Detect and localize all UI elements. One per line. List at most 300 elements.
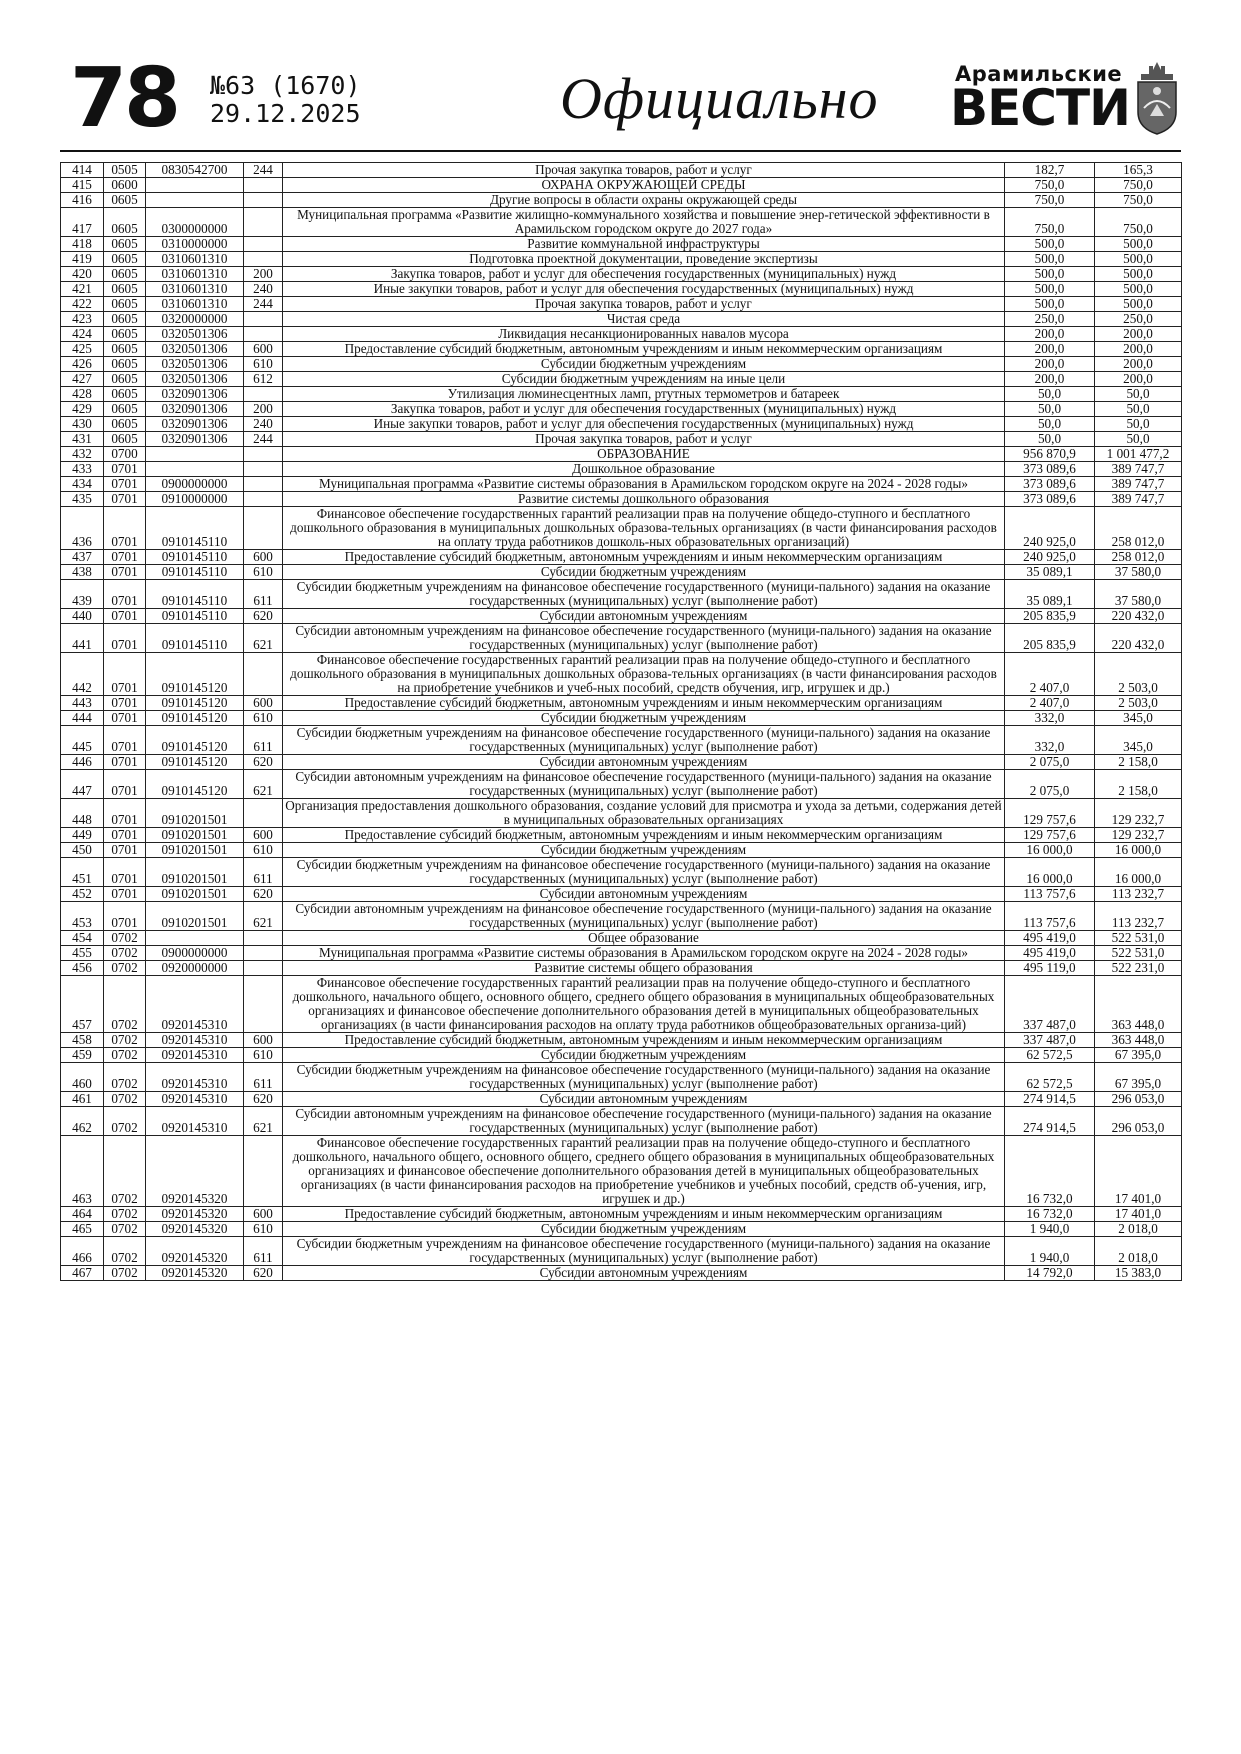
table-row — [61, 447, 1182, 462]
amount-2027-cell: 50,0 — [1005, 387, 1095, 402]
amount-2028-cell: 220 432,0 — [1095, 624, 1182, 653]
amount-2028-cell: 363 448,0 — [1095, 1033, 1182, 1048]
amount-2027-cell: 274 914,5 — [1005, 1092, 1095, 1107]
target-article-cell: 0910201501 — [146, 828, 244, 843]
table-row — [61, 267, 1182, 282]
target-article-cell: 0310000000 — [146, 237, 244, 252]
expense-name-cell: Финансовое обеспечение государственных гарантий реализации прав на получение общедо-ступного и бесплатного дошкольного, начального общего, основного общего, среднего общего образования в муниципальных общеобразовательных организациях и финансовое обеспечение дополнительного образования детей в муниципальных общеобразовательных организациях (в части финансирования расходов на оплату труда работников общеобразовательных организа-ций) — [283, 976, 1005, 1033]
expense-type-cell — [244, 237, 283, 252]
amount-2027-cell: 16 000,0 — [1005, 858, 1095, 887]
expense-type-cell: 610 — [244, 1048, 283, 1063]
section-code-cell: 0605 — [104, 372, 146, 387]
row-number-cell: 467 — [61, 1266, 104, 1281]
amount-2027-cell: 205 835,9 — [1005, 609, 1095, 624]
section-code-cell: 0700 — [104, 447, 146, 462]
expense-type-cell: 600 — [244, 550, 283, 565]
row-number-cell: 463 — [61, 1136, 104, 1207]
target-article-cell: 0320901306 — [146, 417, 244, 432]
expense-type-cell: 600 — [244, 828, 283, 843]
row-number-cell: 427 — [61, 372, 104, 387]
amount-2028-cell: 50,0 — [1095, 417, 1182, 432]
amount-2028-cell: 500,0 — [1095, 237, 1182, 252]
amount-2028-cell: 345,0 — [1095, 726, 1182, 755]
table-row — [61, 1266, 1182, 1281]
target-article-cell: 0310601310 — [146, 282, 244, 297]
section-code-cell: 0605 — [104, 312, 146, 327]
section-code-cell: 0702 — [104, 961, 146, 976]
row-number-cell: 428 — [61, 387, 104, 402]
amount-2027-cell: 62 572,5 — [1005, 1063, 1095, 1092]
target-article-cell: 0920145310 — [146, 1107, 244, 1136]
amount-2027-cell: 1 940,0 — [1005, 1237, 1095, 1266]
amount-2027-cell: 200,0 — [1005, 372, 1095, 387]
row-number-cell: 456 — [61, 961, 104, 976]
table-row — [61, 961, 1182, 976]
target-article-cell: 0920145320 — [146, 1266, 244, 1281]
page-number: 78 — [70, 51, 179, 146]
table-row — [61, 696, 1182, 711]
expense-name-cell: Прочая закупка товаров, работ и услуг — [283, 432, 1005, 447]
amount-2027-cell: 500,0 — [1005, 237, 1095, 252]
section-code-cell: 0702 — [104, 1033, 146, 1048]
amount-2027-cell: 240 925,0 — [1005, 550, 1095, 565]
row-number-cell: 455 — [61, 946, 104, 961]
target-article-cell — [146, 462, 244, 477]
amount-2027-cell: 240 925,0 — [1005, 507, 1095, 550]
table-row — [61, 1107, 1182, 1136]
amount-2027-cell: 373 089,6 — [1005, 462, 1095, 477]
table-row — [61, 828, 1182, 843]
expense-type-cell — [244, 312, 283, 327]
expense-name-cell: Субсидии бюджетным учреждениям — [283, 711, 1005, 726]
table-row — [61, 462, 1182, 477]
expense-type-cell: 621 — [244, 770, 283, 799]
table-row — [61, 770, 1182, 799]
amount-2027-cell: 200,0 — [1005, 327, 1095, 342]
expense-name-cell: Ликвидация несанкционированных навалов мусора — [283, 327, 1005, 342]
table-row — [61, 342, 1182, 357]
row-number-cell: 458 — [61, 1033, 104, 1048]
logo-subtitle: Арамильские — [955, 62, 1123, 86]
amount-2028-cell: 389 747,7 — [1095, 477, 1182, 492]
amount-2028-cell: 522 531,0 — [1095, 946, 1182, 961]
expense-type-cell: 600 — [244, 342, 283, 357]
section-code-cell: 0702 — [104, 931, 146, 946]
target-article-cell — [146, 447, 244, 462]
table-row — [61, 711, 1182, 726]
expense-type-cell — [244, 961, 283, 976]
amount-2028-cell: 113 232,7 — [1095, 887, 1182, 902]
expense-type-cell: 620 — [244, 1266, 283, 1281]
table-row — [61, 550, 1182, 565]
table-row — [61, 1237, 1182, 1266]
section-code-cell: 0600 — [104, 178, 146, 193]
table-row — [61, 312, 1182, 327]
table-row — [61, 609, 1182, 624]
amount-2027-cell: 129 757,6 — [1005, 828, 1095, 843]
amount-2028-cell: 345,0 — [1095, 711, 1182, 726]
amount-2027-cell: 113 757,6 — [1005, 887, 1095, 902]
amount-2027-cell: 205 835,9 — [1005, 624, 1095, 653]
expense-type-cell — [244, 208, 283, 237]
budget-table — [60, 162, 1182, 1281]
table-row — [61, 327, 1182, 342]
target-article-cell: 0910145110 — [146, 507, 244, 550]
row-number-cell: 453 — [61, 902, 104, 931]
amount-2027-cell: 500,0 — [1005, 297, 1095, 312]
amount-2028-cell: 200,0 — [1095, 342, 1182, 357]
expense-type-cell — [244, 193, 283, 208]
amount-2027-cell: 750,0 — [1005, 208, 1095, 237]
target-article-cell: 0910145110 — [146, 550, 244, 565]
row-number-cell: 422 — [61, 297, 104, 312]
expense-name-cell: Предоставление субсидий бюджетным, автономным учреждениям и иным некоммерческим организациям — [283, 550, 1005, 565]
target-article-cell: 0910145120 — [146, 770, 244, 799]
section-code-cell: 0701 — [104, 770, 146, 799]
amount-2027-cell: 332,0 — [1005, 726, 1095, 755]
section-code-cell: 0701 — [104, 653, 146, 696]
target-article-cell: 0830542700 — [146, 163, 244, 178]
section-code-cell: 0702 — [104, 1048, 146, 1063]
table-row — [61, 297, 1182, 312]
section-code-cell: 0505 — [104, 163, 146, 178]
row-number-cell: 454 — [61, 931, 104, 946]
expense-type-cell — [244, 946, 283, 961]
table-row — [61, 282, 1182, 297]
expense-name-cell: Субсидии бюджетным учреждениям — [283, 357, 1005, 372]
amount-2028-cell: 2 503,0 — [1095, 653, 1182, 696]
expense-type-cell: 244 — [244, 432, 283, 447]
section-code-cell: 0605 — [104, 327, 146, 342]
expense-type-cell: 620 — [244, 887, 283, 902]
section-code-cell: 0701 — [104, 902, 146, 931]
expense-name-cell: Субсидии бюджетным учреждениям — [283, 843, 1005, 858]
expense-type-cell: 244 — [244, 297, 283, 312]
expense-type-cell: 610 — [244, 843, 283, 858]
row-number-cell: 461 — [61, 1092, 104, 1107]
expense-name-cell: Дошкольное образование — [283, 462, 1005, 477]
expense-type-cell — [244, 976, 283, 1033]
row-number-cell: 444 — [61, 711, 104, 726]
section-code-cell: 0701 — [104, 477, 146, 492]
amount-2028-cell: 2 503,0 — [1095, 696, 1182, 711]
amount-2027-cell: 337 487,0 — [1005, 1033, 1095, 1048]
expense-name-cell: Предоставление субсидий бюджетным, автономным учреждениям и иным некоммерческим организациям — [283, 828, 1005, 843]
amount-2028-cell: 129 232,7 — [1095, 828, 1182, 843]
row-number-cell: 452 — [61, 887, 104, 902]
row-number-cell: 451 — [61, 858, 104, 887]
target-article-cell: 0320000000 — [146, 312, 244, 327]
section-code-cell: 0605 — [104, 357, 146, 372]
amount-2027-cell: 2 407,0 — [1005, 653, 1095, 696]
expense-name-cell: Субсидии бюджетным учреждениям на финансовое обеспечение государственного (муници-пального) задания на оказание государственных (муниципальных) услуг (выполнение работ) — [283, 1063, 1005, 1092]
expense-name-cell: Иные закупки товаров, работ и услуг для обеспечения государственных (муниципальных) нужд — [283, 282, 1005, 297]
amount-2027-cell: 1 940,0 — [1005, 1222, 1095, 1237]
row-number-cell: 460 — [61, 1063, 104, 1092]
target-article-cell: 0910145120 — [146, 726, 244, 755]
expense-type-cell — [244, 799, 283, 828]
amount-2028-cell: 2 018,0 — [1095, 1237, 1182, 1266]
section-code-cell: 0702 — [104, 976, 146, 1033]
target-article-cell: 0920000000 — [146, 961, 244, 976]
amount-2027-cell: 2 075,0 — [1005, 755, 1095, 770]
target-article-cell: 0920145320 — [146, 1136, 244, 1207]
row-number-cell: 457 — [61, 976, 104, 1033]
row-number-cell: 416 — [61, 193, 104, 208]
expense-type-cell: 600 — [244, 1033, 283, 1048]
table-row — [61, 653, 1182, 696]
amount-2028-cell: 296 053,0 — [1095, 1107, 1182, 1136]
section-code-cell: 0702 — [104, 1136, 146, 1207]
table-row — [61, 931, 1182, 946]
table-row — [61, 1136, 1182, 1207]
section-code-cell: 0605 — [104, 208, 146, 237]
table-row — [61, 237, 1182, 252]
expense-type-cell: 611 — [244, 726, 283, 755]
expense-name-cell: Субсидии автономным учреждениям — [283, 1266, 1005, 1281]
target-article-cell: 0900000000 — [146, 946, 244, 961]
expense-type-cell — [244, 178, 283, 193]
table-row — [61, 477, 1182, 492]
target-article-cell: 0910145110 — [146, 580, 244, 609]
row-number-cell: 442 — [61, 653, 104, 696]
section-code-cell: 0605 — [104, 237, 146, 252]
amount-2028-cell: 500,0 — [1095, 282, 1182, 297]
expense-type-cell: 620 — [244, 755, 283, 770]
table-row — [61, 976, 1182, 1033]
table-row — [61, 799, 1182, 828]
amount-2028-cell: 389 747,7 — [1095, 492, 1182, 507]
expense-type-cell — [244, 447, 283, 462]
table-row — [61, 1048, 1182, 1063]
section-code-cell: 0701 — [104, 799, 146, 828]
expense-name-cell: Субсидии автономным учреждениям на финансовое обеспечение государственного (муници-пального) задания на оказание государственных (муниципальных) услуг (выполнение работ) — [283, 1107, 1005, 1136]
target-article-cell: 0320901306 — [146, 387, 244, 402]
amount-2028-cell: 50,0 — [1095, 387, 1182, 402]
expense-type-cell — [244, 653, 283, 696]
expense-name-cell: Развитие коммунальной инфраструктуры — [283, 237, 1005, 252]
expense-name-cell: Субсидии автономным учреждениям — [283, 609, 1005, 624]
expense-name-cell: Прочая закупка товаров, работ и услуг — [283, 297, 1005, 312]
expense-type-cell — [244, 462, 283, 477]
amount-2027-cell: 35 089,1 — [1005, 580, 1095, 609]
row-number-cell: 433 — [61, 462, 104, 477]
header-rule — [60, 150, 1181, 152]
section-code-cell: 0702 — [104, 1237, 146, 1266]
amount-2027-cell: 50,0 — [1005, 432, 1095, 447]
target-article-cell: 0320501306 — [146, 327, 244, 342]
amount-2027-cell: 337 487,0 — [1005, 976, 1095, 1033]
table-row — [61, 208, 1182, 237]
target-article-cell — [146, 931, 244, 946]
section-code-cell: 0605 — [104, 252, 146, 267]
target-article-cell: 0900000000 — [146, 477, 244, 492]
expense-name-cell: Финансовое обеспечение государственных гарантий реализации прав на получение общедо-ступного и бесплатного дошкольного образования в муниципальных дошкольных образова-тельных организациях (в части финансирования расходов на оплату труда работников дошколь-ных образовательных организаций) — [283, 507, 1005, 550]
target-article-cell: 0910201501 — [146, 799, 244, 828]
amount-2027-cell: 50,0 — [1005, 417, 1095, 432]
section-code-cell: 0702 — [104, 1207, 146, 1222]
expense-name-cell: Утилизация люминесцентных ламп, ртутных термометров и батареек — [283, 387, 1005, 402]
amount-2027-cell: 35 089,1 — [1005, 565, 1095, 580]
table-row — [61, 580, 1182, 609]
row-number-cell: 432 — [61, 447, 104, 462]
amount-2028-cell: 1 001 477,2 — [1095, 447, 1182, 462]
section-code-cell: 0701 — [104, 580, 146, 609]
expense-type-cell: 620 — [244, 609, 283, 624]
amount-2028-cell: 258 012,0 — [1095, 507, 1182, 550]
table-row — [61, 178, 1182, 193]
expense-name-cell: Субсидии бюджетным учреждениям на финансовое обеспечение государственного (муници-пального) задания на оказание государственных (муниципальных) услуг (выполнение работ) — [283, 726, 1005, 755]
amount-2028-cell: 250,0 — [1095, 312, 1182, 327]
amount-2028-cell: 37 580,0 — [1095, 565, 1182, 580]
table-row — [61, 507, 1182, 550]
section-code-cell: 0605 — [104, 193, 146, 208]
section-code-cell: 0701 — [104, 609, 146, 624]
expense-type-cell: 620 — [244, 1092, 283, 1107]
expense-type-cell: 240 — [244, 417, 283, 432]
issue-info — [210, 72, 361, 128]
table-row — [61, 492, 1182, 507]
target-article-cell: 0910201501 — [146, 887, 244, 902]
target-article-cell: 0910201501 — [146, 902, 244, 931]
amount-2028-cell: 2 158,0 — [1095, 755, 1182, 770]
expense-name-cell: ОХРАНА ОКРУЖАЮЩЕЙ СРЕДЫ — [283, 178, 1005, 193]
amount-2027-cell: 16 732,0 — [1005, 1207, 1095, 1222]
amount-2028-cell: 16 000,0 — [1095, 858, 1182, 887]
section-code-cell: 0701 — [104, 550, 146, 565]
expense-type-cell: 610 — [244, 565, 283, 580]
amount-2028-cell: 37 580,0 — [1095, 580, 1182, 609]
amount-2027-cell: 500,0 — [1005, 252, 1095, 267]
expense-name-cell: Предоставление субсидий бюджетным, автономным учреждениям и иным некоммерческим организациям — [283, 342, 1005, 357]
row-number-cell: 439 — [61, 580, 104, 609]
expense-name-cell: Предоставление субсидий бюджетным, автономным учреждениям и иным некоммерческим организациям — [283, 1207, 1005, 1222]
section-code-cell: 0701 — [104, 726, 146, 755]
row-number-cell: 443 — [61, 696, 104, 711]
expense-name-cell: Закупка товаров, работ и услуг для обеспечения государственных (муниципальных) нужд — [283, 402, 1005, 417]
target-article-cell: 0320501306 — [146, 357, 244, 372]
amount-2027-cell: 2 407,0 — [1005, 696, 1095, 711]
row-number-cell: 424 — [61, 327, 104, 342]
target-article-cell: 0310601310 — [146, 297, 244, 312]
section-code-cell: 0701 — [104, 828, 146, 843]
table-row — [61, 193, 1182, 208]
row-number-cell: 438 — [61, 565, 104, 580]
amount-2028-cell: 67 395,0 — [1095, 1063, 1182, 1092]
expense-name-cell: Финансовое обеспечение государственных гарантий реализации прав на получение общедо-ступного и бесплатного дошкольного, начального общего, основного общего, среднего общего образования в муниципальных общеобразовательных организациях и финансовое обеспечение дополнительного образования детей в муниципальных общеобразовательных организациях (в части финансирования расходов на приобретение учебников и учебных пособий, средств об-учения, игр, игрушек и др.) — [283, 1136, 1005, 1207]
table-row — [61, 843, 1182, 858]
section-code-cell: 0702 — [104, 1063, 146, 1092]
amount-2027-cell: 14 792,0 — [1005, 1266, 1095, 1281]
section-code-cell: 0605 — [104, 282, 146, 297]
row-number-cell: 436 — [61, 507, 104, 550]
row-number-cell: 465 — [61, 1222, 104, 1237]
expense-type-cell: 240 — [244, 282, 283, 297]
expense-type-cell: 621 — [244, 624, 283, 653]
expense-name-cell: Предоставление субсидий бюджетным, автономным учреждениям и иным некоммерческим организациям — [283, 696, 1005, 711]
table-row — [61, 432, 1182, 447]
target-article-cell: 0320901306 — [146, 432, 244, 447]
row-number-cell: 415 — [61, 178, 104, 193]
amount-2028-cell: 500,0 — [1095, 297, 1182, 312]
page-header — [60, 51, 1181, 150]
amount-2027-cell: 750,0 — [1005, 193, 1095, 208]
logo-title: ВЕСТИ — [950, 79, 1130, 137]
amount-2028-cell: 15 383,0 — [1095, 1266, 1182, 1281]
table-row — [61, 858, 1182, 887]
amount-2028-cell: 113 232,7 — [1095, 902, 1182, 931]
table-row — [61, 1207, 1182, 1222]
expense-name-cell: Субсидии автономным учреждениям на финансовое обеспечение государственного (муници-пального) задания на оказание государственных (муниципальных) услуг (выполнение работ) — [283, 624, 1005, 653]
amount-2027-cell: 129 757,6 — [1005, 799, 1095, 828]
section-code-cell: 0701 — [104, 843, 146, 858]
row-number-cell: 430 — [61, 417, 104, 432]
amount-2027-cell: 495 119,0 — [1005, 961, 1095, 976]
expense-name-cell: Развитие системы общего образования — [283, 961, 1005, 976]
expense-name-cell: Муниципальная программа «Развитие системы образования в Арамильском городском округе на 2024 - 2028 годы» — [283, 477, 1005, 492]
amount-2028-cell: 296 053,0 — [1095, 1092, 1182, 1107]
target-article-cell: 0910145110 — [146, 609, 244, 624]
target-article-cell: 0920145310 — [146, 1033, 244, 1048]
amount-2028-cell: 258 012,0 — [1095, 550, 1182, 565]
row-number-cell: 418 — [61, 237, 104, 252]
amount-2028-cell: 500,0 — [1095, 252, 1182, 267]
amount-2027-cell: 16 000,0 — [1005, 843, 1095, 858]
amount-2027-cell: 113 757,6 — [1005, 902, 1095, 931]
amount-2027-cell: 250,0 — [1005, 312, 1095, 327]
expense-name-cell: Организация предоставления дошкольного образования, создание условий для присмотра и ухода за детьми, содержания детей в муниципальных образовательных организациях — [283, 799, 1005, 828]
section-code-cell: 0605 — [104, 342, 146, 357]
amount-2027-cell: 373 089,6 — [1005, 477, 1095, 492]
expense-name-cell: Прочая закупка товаров, работ и услуг — [283, 163, 1005, 178]
row-number-cell: 417 — [61, 208, 104, 237]
section-code-cell: 0701 — [104, 711, 146, 726]
table-row — [61, 387, 1182, 402]
amount-2028-cell: 750,0 — [1095, 178, 1182, 193]
target-article-cell: 0310601310 — [146, 252, 244, 267]
row-number-cell: 449 — [61, 828, 104, 843]
expense-type-cell: 612 — [244, 372, 283, 387]
target-article-cell: 0920145320 — [146, 1207, 244, 1222]
row-number-cell: 421 — [61, 282, 104, 297]
expense-name-cell: Финансовое обеспечение государственных гарантий реализации прав на получение общедо-ступного и бесплатного дошкольного образования в муниципальных дошкольных образова-тельных организациях (в части финансирования расходов на приобретение учебников и учеб-ных пособий, средств обучения, игр, игрушек и др.) — [283, 653, 1005, 696]
target-article-cell: 0910000000 — [146, 492, 244, 507]
amount-2028-cell: 363 448,0 — [1095, 976, 1182, 1033]
amount-2028-cell: 200,0 — [1095, 357, 1182, 372]
section-code-cell: 0605 — [104, 267, 146, 282]
target-article-cell: 0320501306 — [146, 342, 244, 357]
row-number-cell: 426 — [61, 357, 104, 372]
amount-2028-cell: 67 395,0 — [1095, 1048, 1182, 1063]
section-code-cell: 0701 — [104, 696, 146, 711]
section-code-cell: 0701 — [104, 462, 146, 477]
expense-name-cell: Субсидии бюджетным учреждениям на финансовое обеспечение государственного (муници-пального) задания на оказание государственных (муниципальных) услуг (выполнение работ) — [283, 1237, 1005, 1266]
row-number-cell: 414 — [61, 163, 104, 178]
row-number-cell: 445 — [61, 726, 104, 755]
table-row — [61, 1222, 1182, 1237]
amount-2027-cell: 50,0 — [1005, 402, 1095, 417]
amount-2028-cell: 522 531,0 — [1095, 931, 1182, 946]
expense-name-cell: Субсидии автономным учреждениям — [283, 887, 1005, 902]
expense-type-cell: 611 — [244, 858, 283, 887]
amount-2028-cell: 389 747,7 — [1095, 462, 1182, 477]
target-article-cell: 0920145310 — [146, 976, 244, 1033]
row-number-cell: 441 — [61, 624, 104, 653]
section-code-cell: 0701 — [104, 507, 146, 550]
amount-2028-cell: 17 401,0 — [1095, 1136, 1182, 1207]
amount-2028-cell: 17 401,0 — [1095, 1207, 1182, 1222]
expense-type-cell — [244, 477, 283, 492]
